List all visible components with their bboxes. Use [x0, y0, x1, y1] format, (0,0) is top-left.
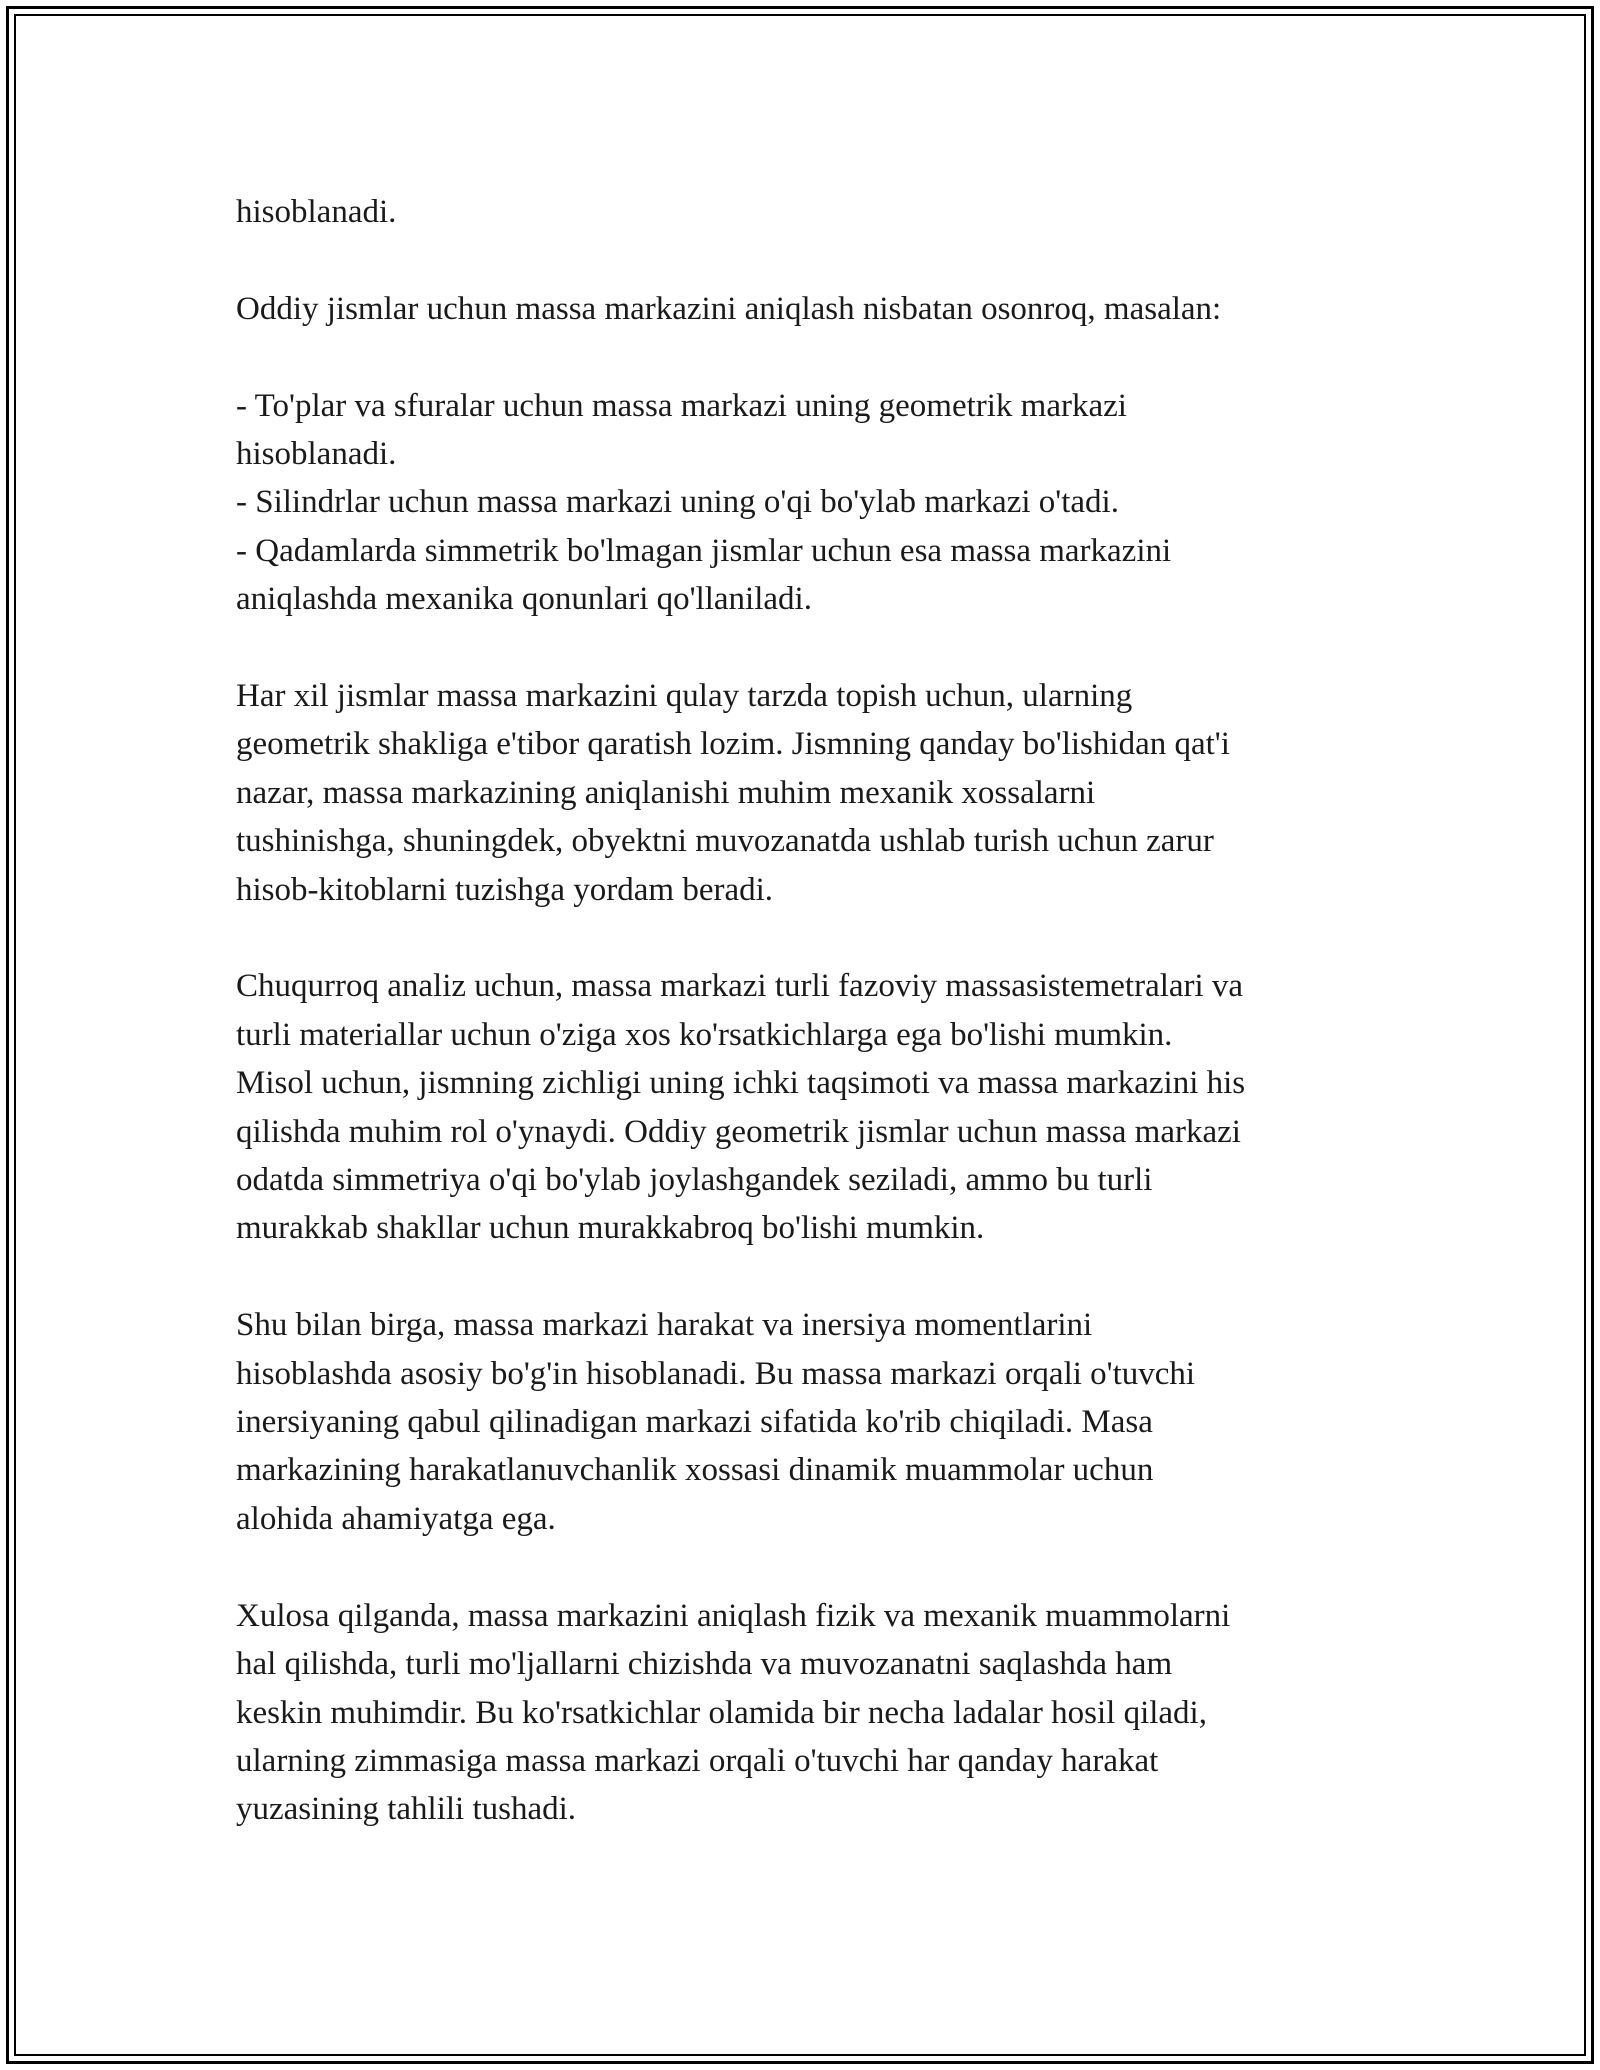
- paragraph-inertia: [236, 1301, 1376, 1543]
- text-line: nazar, massa markazining aniqlanishi muhim mexanik xossalarni: [236, 774, 1096, 811]
- text-line: ularning zimmasiga massa markazi orqali o'tuvchi har qanday harakat: [236, 1742, 1159, 1779]
- text-line: turli materiallar uchun o'ziga xos ko'rsatkichlarga ega bo'lishi mumkin.: [236, 1016, 1173, 1053]
- text-line: Misol uchun, jismning zichligi uning ichki taqsimoti va massa markazini his: [236, 1065, 1246, 1102]
- text-line: Har xil jismlar massa markazini qulay tarzda topish uchun, ularning: [236, 678, 1133, 715]
- text-line: hisoblashda asosiy bo'g'in hisoblanadi. Bu massa markazi orqali o'tuvchi: [236, 1355, 1196, 1392]
- paragraph-continuation: [236, 188, 1376, 236]
- text-line: Chuqurroq analiz uchun, massa markazi turli fazoviy massasistemetralari va: [236, 968, 1244, 1005]
- document-body: [236, 188, 1376, 1882]
- text-line: hisoblanadi.: [236, 194, 397, 230]
- text-line: tushinishga, shuningdek, obyektni muvozanatda ushlab turish uchun zarur: [236, 823, 1214, 860]
- text-line: Shu bilan birga, massa markazi harakat va inersiya momentlarini: [236, 1307, 1093, 1344]
- list-item-line: - To'plar va sfuralar uchun massa markazi uning geometrik markazi: [236, 387, 1127, 424]
- text-line: Xulosa qilganda, massa markazini aniqlash fizik va mexanik muammolarni: [236, 1597, 1231, 1634]
- text-line: yuzasining tahlili tushadi.: [236, 1791, 577, 1828]
- text-line: geometrik shakliga e'tibor qaratish lozim. Jismning qanday bo'lishidan qat'i: [236, 726, 1230, 763]
- text-line: hal qilishda, turli mo'ljallarni chizishda va muvozanatni saqlashda ham: [236, 1646, 1173, 1683]
- list-item-line: aniqlashda mexanika qonunlari qo'llaniladi.: [236, 581, 812, 618]
- paragraph-deeper-analysis: [236, 962, 1376, 1252]
- text-line: murakkab shakllar uchun murakkabroq bo'lishi mumkin.: [236, 1210, 985, 1247]
- text-line: qilishda muhim rol o'ynaydi. Oddiy geometrik jismlar uchun massa markazi: [236, 1113, 1241, 1150]
- paragraph-conclusion: [236, 1592, 1376, 1834]
- list-item-line: - Silindrlar uchun massa markazi uning o'qi bo'ylab markazi o'tadi.: [236, 484, 1119, 521]
- text-line: markazining harakatlanuvchanlik xossasi dinamik muammolar uchun: [236, 1452, 1154, 1489]
- text-line: odatda simmetriya o'qi bo'ylab joylashgandek seziladi, ammo bu turli: [236, 1162, 1153, 1199]
- list-item-line: - Qadamlarda simmetrik bo'lmagan jismlar uchun esa massa markazini: [236, 532, 1172, 569]
- paragraph-list: [236, 382, 1376, 624]
- text-line: alohida ahamiyatga ega.: [236, 1500, 556, 1537]
- paragraph-intro: [236, 285, 1376, 333]
- text-line: Oddiy jismlar uchun massa markazini aniqlash nisbatan osonroq, masalan:: [236, 290, 1222, 327]
- text-line: hisob-kitoblarni tuzishga yordam beradi.: [236, 871, 774, 908]
- text-line: keskin muhimdir. Bu ko'rsatkichlar olamida bir necha ladalar hosil qiladi,: [236, 1694, 1207, 1731]
- paragraph-geometric-shape: [236, 672, 1376, 914]
- text-line: inersiyaning qabul qilinadigan markazi sifatida ko'rib chiqiladi. Masa: [236, 1404, 1153, 1441]
- list-item-line: hisoblanadi.: [236, 436, 397, 472]
